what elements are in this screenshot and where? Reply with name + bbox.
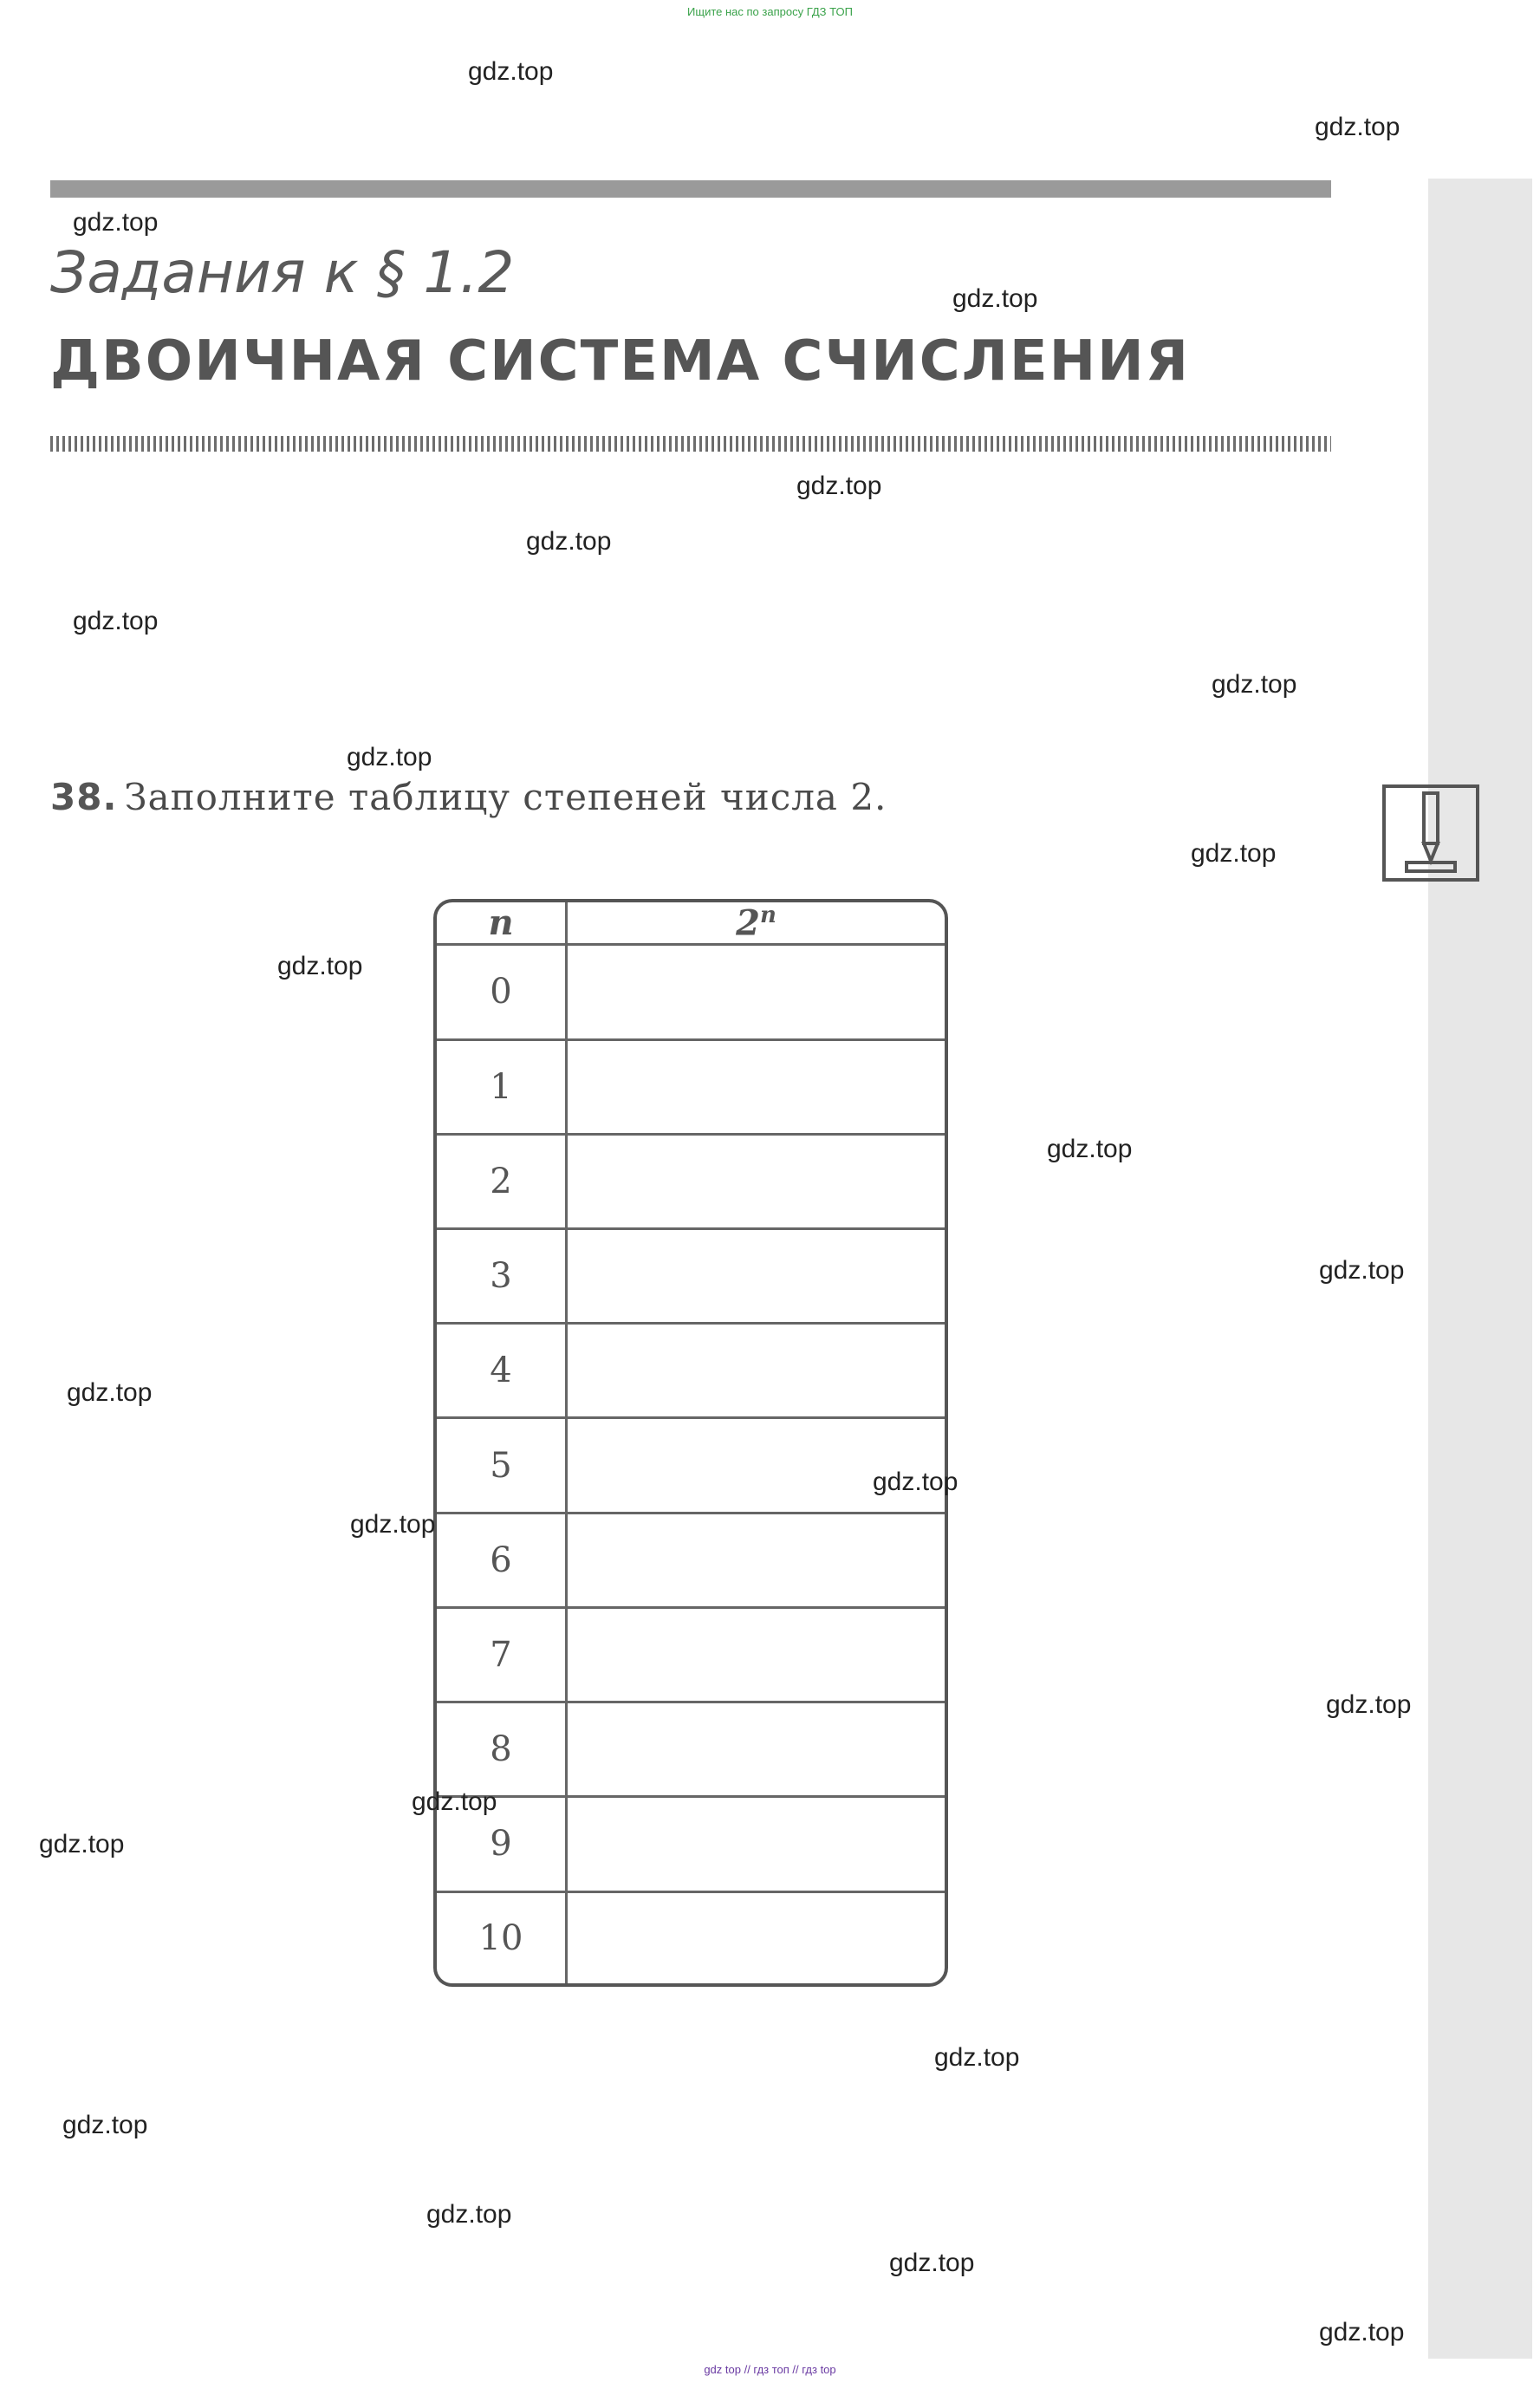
watermark: gdz.top xyxy=(67,1378,153,1407)
table-row xyxy=(437,1702,945,1797)
table-row xyxy=(437,1891,945,1983)
watermark: gdz.top xyxy=(873,1468,958,1496)
pencil-icon xyxy=(1382,784,1479,882)
watermark: gdz.top xyxy=(277,952,363,980)
n-value: 4 xyxy=(437,1324,567,1418)
table-header-row xyxy=(437,902,945,945)
header-bar xyxy=(50,180,1331,198)
watermark: gdz.top xyxy=(952,284,1038,313)
answer-cell[interactable] xyxy=(567,945,945,1039)
table-row xyxy=(437,1039,945,1134)
table-row xyxy=(437,1513,945,1607)
watermark: gdz.top xyxy=(1326,1690,1412,1719)
answer-cell[interactable] xyxy=(567,1324,945,1418)
task-number: 38. xyxy=(50,776,118,818)
answer-cell[interactable] xyxy=(567,1228,945,1323)
n-value: 2 xyxy=(437,1134,567,1228)
table-row xyxy=(437,1324,945,1418)
watermark: gdz.top xyxy=(1315,113,1400,141)
watermark: gdz.top xyxy=(73,607,159,635)
watermark: gdz.top xyxy=(889,2249,975,2277)
section-subtitle: Задания к § 1.2 xyxy=(50,239,515,306)
dashed-divider xyxy=(50,436,1331,452)
table-row xyxy=(437,1607,945,1702)
watermark: gdz.top xyxy=(1191,839,1277,868)
answer-cell[interactable] xyxy=(567,1702,945,1797)
header-n: n xyxy=(437,902,567,945)
answer-cell[interactable] xyxy=(567,1607,945,1702)
watermark: gdz.top xyxy=(350,1510,436,1539)
watermark: gdz.top xyxy=(934,2043,1020,2072)
header-power: 2$^n$ xyxy=(567,902,945,945)
bottom-note: gdz top // гдз топ // гдз top xyxy=(704,2363,836,2376)
watermark: gdz.top xyxy=(1212,670,1297,699)
top-note: Ищите нас по запросу ГДЗ ТОП xyxy=(687,5,853,18)
watermark: gdz.top xyxy=(796,472,882,500)
answer-cell[interactable] xyxy=(567,1891,945,1983)
watermark: gdz.top xyxy=(1047,1135,1133,1163)
n-value: 1 xyxy=(437,1039,567,1134)
section-title: ДВОИЧНАЯ СИСТЕМА СЧИСЛЕНИЯ xyxy=(50,329,1190,394)
n-value: 5 xyxy=(437,1418,567,1513)
answer-cell[interactable] xyxy=(567,1513,945,1607)
watermark: gdz.top xyxy=(62,2111,148,2139)
watermark: gdz.top xyxy=(426,2200,512,2229)
watermark: gdz.top xyxy=(39,1830,125,1858)
n-value: 7 xyxy=(437,1607,567,1702)
watermark: gdz.top xyxy=(1319,2318,1405,2347)
watermark: gdz.top xyxy=(412,1787,497,1816)
table-row xyxy=(437,1797,945,1891)
table-row xyxy=(437,1228,945,1323)
answer-cell[interactable] xyxy=(567,1039,945,1134)
n-value: 3 xyxy=(437,1228,567,1323)
task-38 xyxy=(50,776,887,818)
watermark: gdz.top xyxy=(73,208,159,237)
n-value: 0 xyxy=(437,945,567,1039)
watermark: gdz.top xyxy=(468,57,554,86)
answer-cell[interactable] xyxy=(567,1418,945,1513)
n-value: 6 xyxy=(437,1513,567,1607)
page-side-strip xyxy=(1428,179,1532,2359)
watermark: gdz.top xyxy=(1319,1256,1405,1285)
answer-cell[interactable] xyxy=(567,1797,945,1891)
table-row xyxy=(437,1134,945,1228)
n-value: 10 xyxy=(437,1891,567,1983)
watermark: gdz.top xyxy=(347,743,432,771)
n-value: 8 xyxy=(437,1702,567,1797)
powers-table xyxy=(433,899,948,1987)
watermark: gdz.top xyxy=(526,527,612,556)
answer-cell[interactable] xyxy=(567,1134,945,1228)
task-text: Заполните таблицу степеней числа 2. xyxy=(124,776,887,818)
table-row xyxy=(437,1418,945,1513)
table-row xyxy=(437,945,945,1039)
n-value: 9 xyxy=(437,1797,567,1891)
